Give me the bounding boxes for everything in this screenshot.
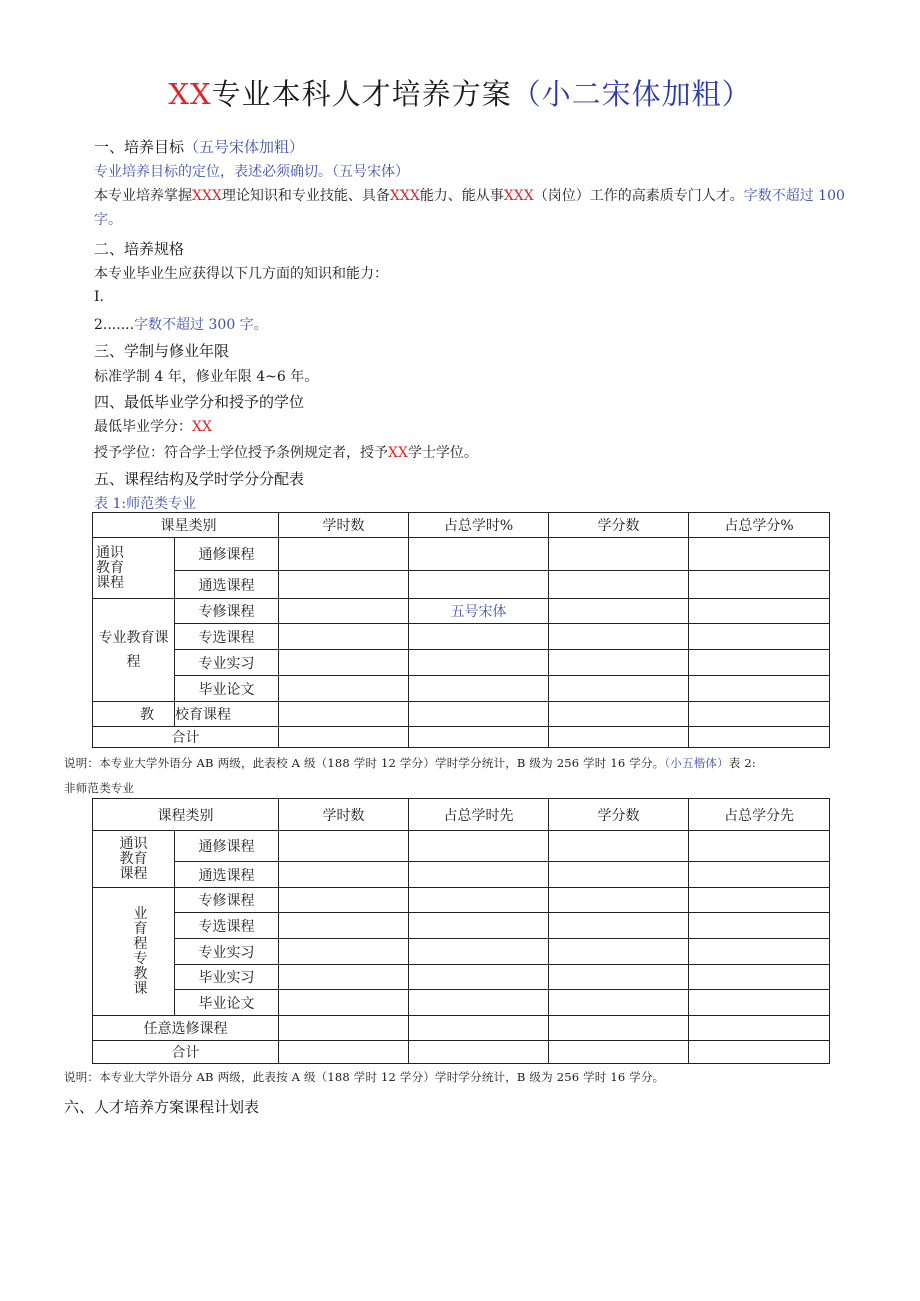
table1-header-hours: 学时数 xyxy=(279,513,409,538)
table2-row-label: 毕业论文 xyxy=(175,990,279,1016)
table2-group-general: 通识 教育 课程 xyxy=(93,831,175,888)
section2-item1: I. xyxy=(94,289,104,305)
table1-row-label: 专业实习 xyxy=(175,650,279,676)
table1-header-hours-pct: 占总学时% xyxy=(409,513,549,538)
table1-caption: 表 1:师范类专业 xyxy=(94,496,197,512)
title-main: 专业本科人才培养方案 xyxy=(211,77,512,111)
table2-row-label: 毕业实习 xyxy=(175,965,279,990)
table2-total-row xyxy=(93,1041,830,1064)
section1-hint: 专业培养目标的定位，表述必须确切。（五号宋体） xyxy=(94,164,409,180)
table2-header-hours: 学时数 xyxy=(279,799,409,831)
table-row xyxy=(93,913,830,939)
table-row xyxy=(93,624,830,650)
section4-credits: 最低毕业学分：XX xyxy=(94,419,212,435)
table2-header-row xyxy=(93,799,830,831)
table1-header-credits-pct: 占总学分% xyxy=(689,513,830,538)
table1-group-school-b: 校育课程 xyxy=(175,702,279,727)
table-row xyxy=(93,571,830,599)
table2-header-credits-pct: 占总学分先 xyxy=(689,799,830,831)
table1-row-label: 通选课程 xyxy=(175,571,279,599)
table1-cell-format-note: 五号宋体 xyxy=(409,599,549,624)
table2-header-category: 课程类别 xyxy=(93,799,279,831)
table1-header-category-a: 课 xyxy=(93,513,175,538)
table1-header-credits: 学分数 xyxy=(549,513,689,538)
table1-total-label: 合计 xyxy=(93,727,279,748)
table2 xyxy=(92,798,830,1064)
title-format-note: （小二宋体加粗） xyxy=(511,77,752,111)
table2-note: 说明：本专业大学外语分 AB 两级，此表按 A 级（188 学时 12 学分）学时学分统计，B 级为 256 学时 16 学分。 xyxy=(64,1070,665,1084)
table-row xyxy=(93,888,830,913)
table1-group-professional: 专业教育课 程 xyxy=(93,599,175,702)
table2-row-label: 任意选修课程 xyxy=(93,1016,279,1041)
page-title xyxy=(0,72,920,113)
table-row xyxy=(93,1016,830,1041)
table-row xyxy=(93,990,830,1016)
table-row xyxy=(93,538,830,571)
section1-paragraph: 本专业培养掌握XXX理论知识和专业技能、具备XXX能力、能从事XXX（岗位）工作的高素质专门人才。字数不超过 100 字。 xyxy=(94,188,845,228)
section3-text: 标准学制 4 年，修业年限 4~6 年。 xyxy=(94,369,319,385)
table1-group-general: 通识 教育 课程 xyxy=(93,538,175,599)
table1-total-row xyxy=(93,727,830,748)
table-row xyxy=(93,965,830,990)
section2-item2: 2.......字数不超过 300 字。 xyxy=(94,317,268,333)
table2-row-label: 专业实习 xyxy=(175,939,279,965)
table1-header-category-b: 星类别 xyxy=(175,513,279,538)
table-row xyxy=(93,676,830,702)
table-row xyxy=(93,599,830,624)
table2-caption: 非师范类专业 xyxy=(64,781,135,795)
section6-heading: 六、人才培养方案课程计划表 xyxy=(64,1098,260,1116)
section5-heading: 五、课程结构及学时学分分配表 xyxy=(94,470,305,488)
section4-degree: 授予学位：符合学士学位授予条例规定者，授予XX学士学位。 xyxy=(94,445,478,461)
section1-heading-note: （五号宋体加粗） xyxy=(184,138,305,156)
table-row xyxy=(93,650,830,676)
table-row xyxy=(93,939,830,965)
table1-note: 说明：本专业大学外语分 AB 两级，此表校 A 级（188 学时 12 学分）学时学分统计，B 级为 256 学时 16 学分。（小五楷体）表 2: xyxy=(64,756,756,770)
table2-row-label: 通修课程 xyxy=(175,831,279,862)
section4-heading: 四、最低毕业学分和授予的学位 xyxy=(94,393,305,411)
table-row xyxy=(93,702,830,727)
table1-group-school-a: 教 xyxy=(93,702,175,727)
table1-row-label: 专选课程 xyxy=(175,624,279,650)
table2-header-hours-pct: 占总学时先 xyxy=(409,799,549,831)
table2-row-label: 专选课程 xyxy=(175,913,279,939)
table-row xyxy=(93,862,830,888)
table2-header-credits: 学分数 xyxy=(549,799,689,831)
section3-heading: 三、学制与修业年限 xyxy=(94,342,230,360)
section2-heading: 二、培养规格 xyxy=(94,240,185,258)
table2-group-professional: 业 育 程 专 教 课 xyxy=(93,888,175,1016)
table-row xyxy=(93,831,830,862)
table1-row-label: 通修课程 xyxy=(175,538,279,571)
title-xx: XX xyxy=(168,77,212,111)
table2-row-label: 专修课程 xyxy=(175,888,279,913)
table1 xyxy=(92,512,830,748)
section1-heading xyxy=(94,136,304,157)
table2-total-label: 合计 xyxy=(93,1041,279,1064)
table1-row-label: 毕业论文 xyxy=(175,676,279,702)
table1-row-label: 专修课程 xyxy=(175,599,279,624)
section1-heading-text: 一、培养目标 xyxy=(94,138,185,156)
section2-intro: 本专业毕业生应获得以下几方面的知识和能力： xyxy=(94,266,388,282)
table1-header-row xyxy=(93,513,830,538)
table2-row-label: 通选课程 xyxy=(175,862,279,888)
